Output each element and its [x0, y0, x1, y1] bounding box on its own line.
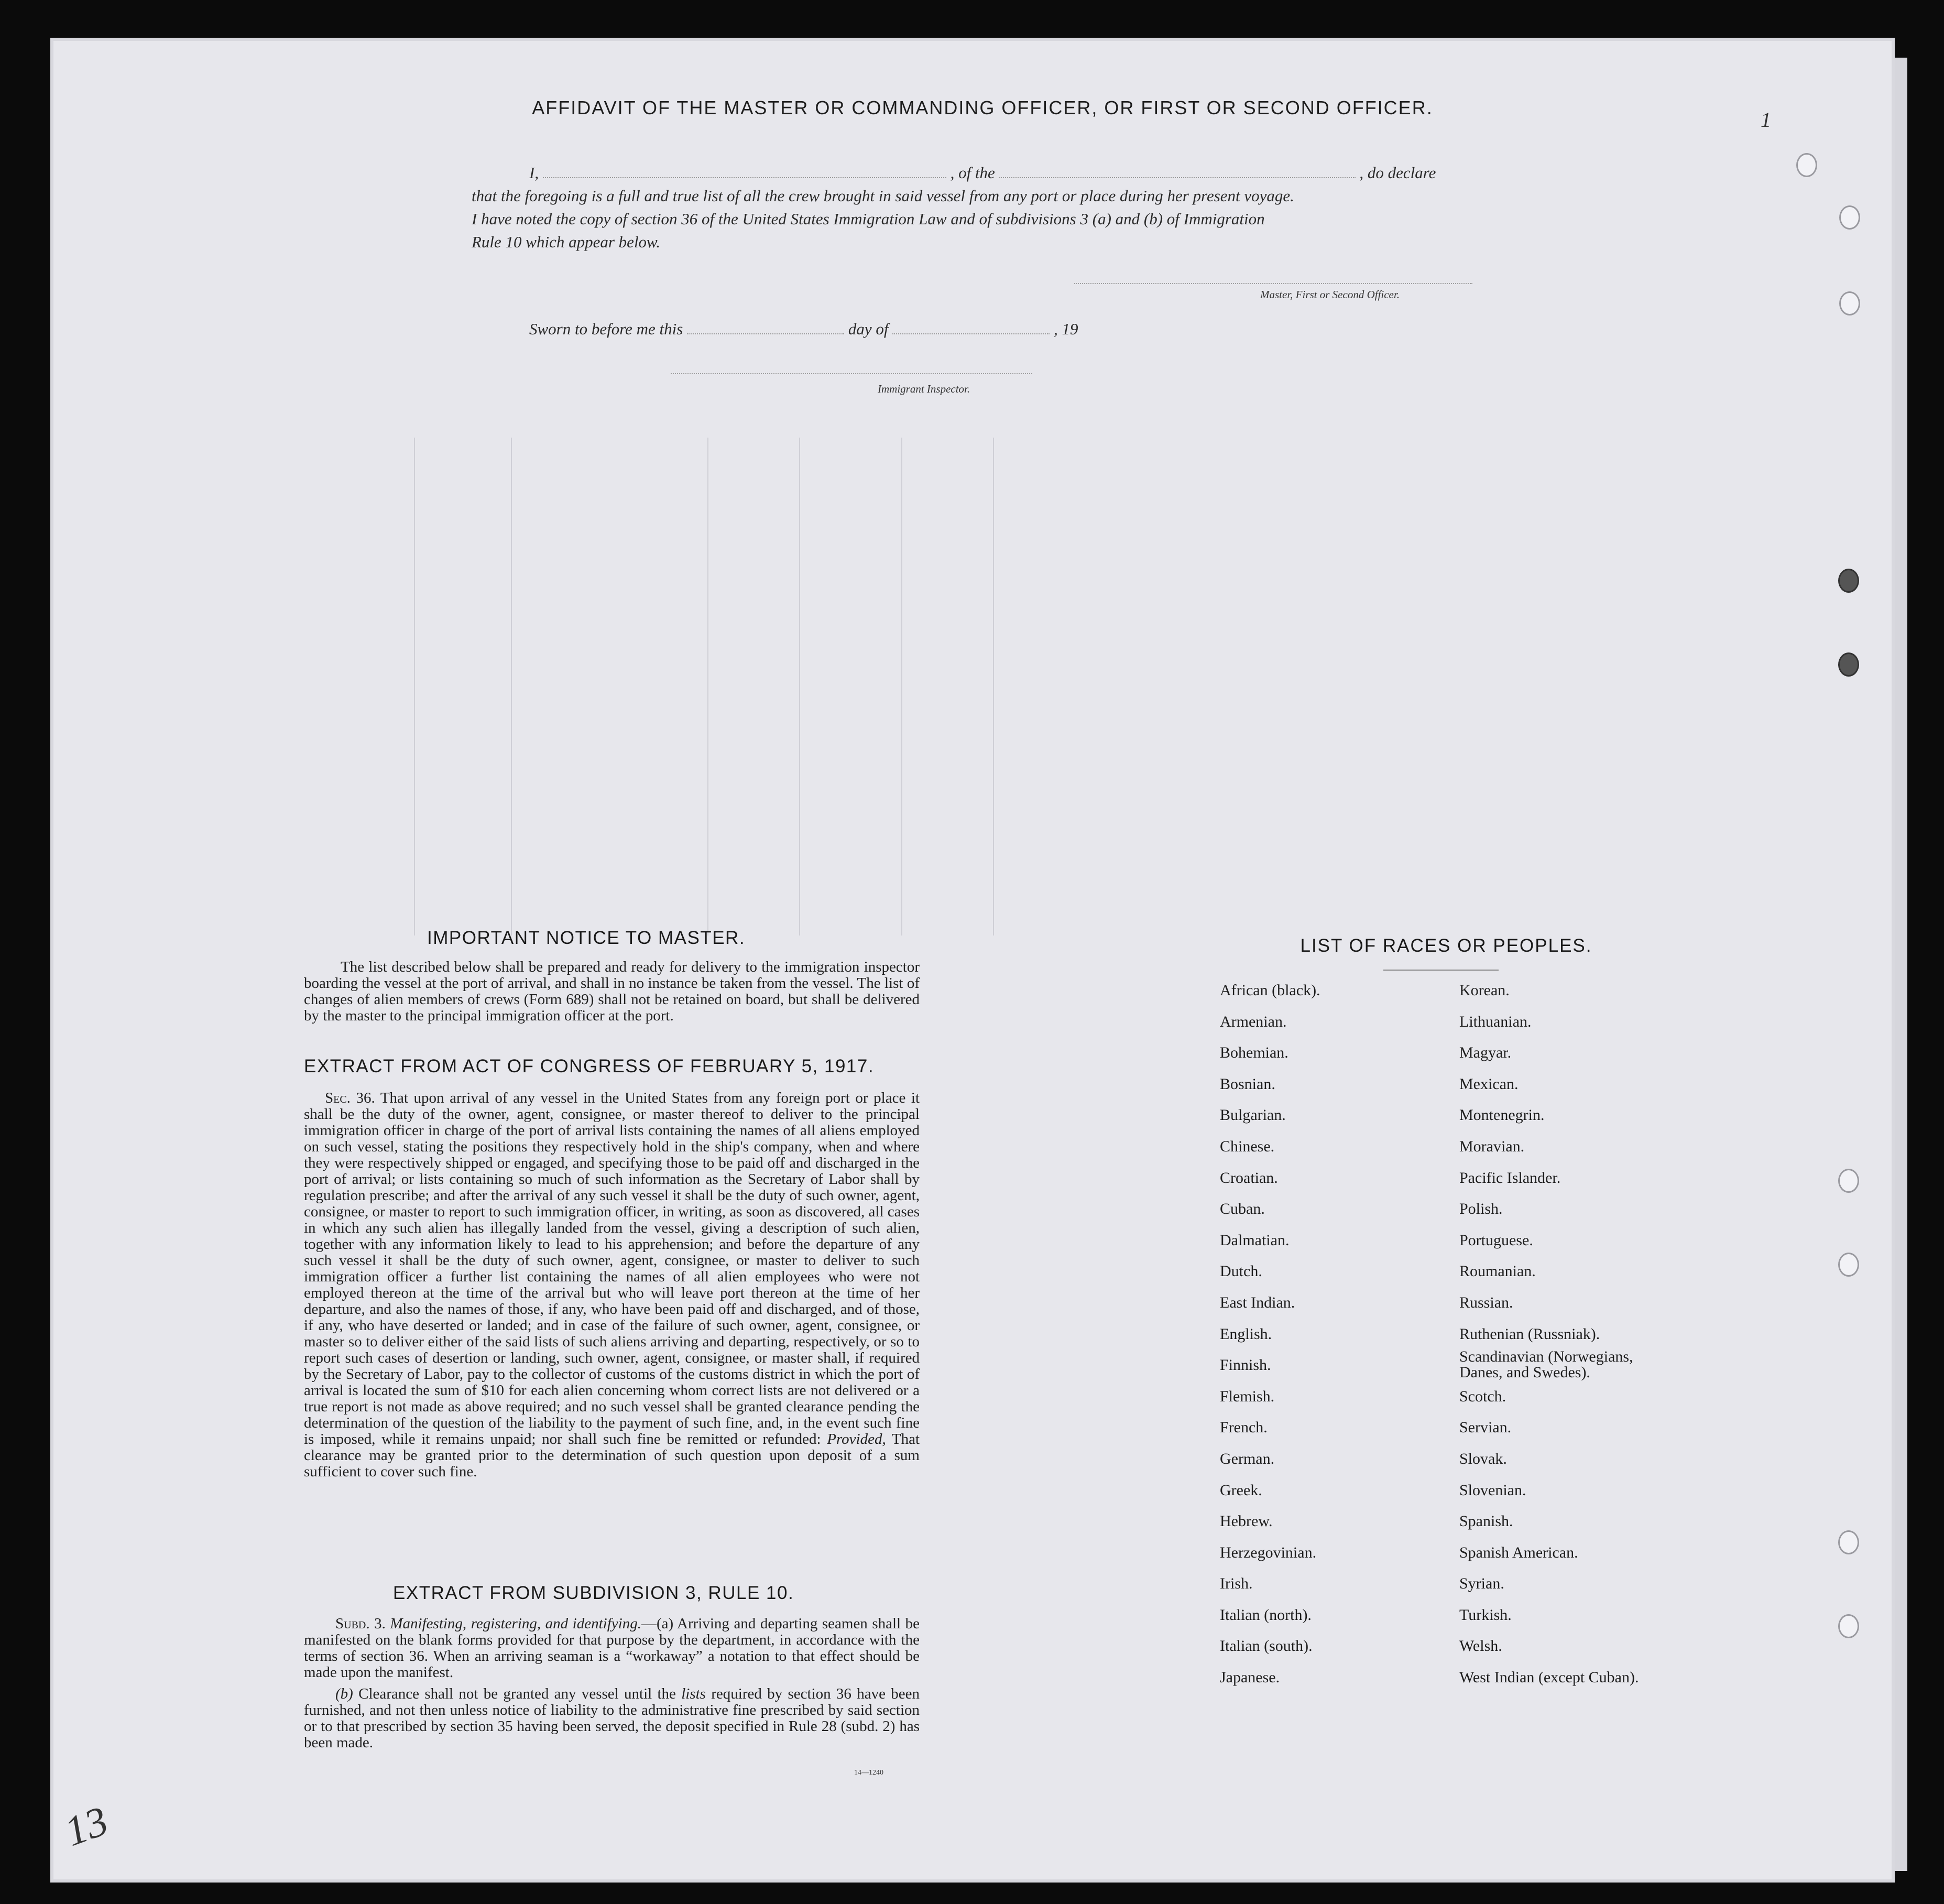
- sworn-prefix: Sworn to before me this: [529, 320, 683, 338]
- race-item: Scandinavian (Norwegians, Danes, and Swedes).: [1459, 1348, 1633, 1381]
- affidavit-line-3: I have noted the copy of section 36 of the United States Immigration Law and of subdivisions 3 (a) and (b) of Immigration: [472, 210, 1265, 228]
- race-item: Finnish.: [1220, 1356, 1271, 1374]
- page-mark: 1: [1761, 108, 1771, 132]
- race-item: Irish.: [1220, 1575, 1253, 1593]
- subd-title: Manifesting, registering, and identifying.: [390, 1615, 641, 1632]
- race-item: Croatian.: [1220, 1169, 1278, 1187]
- affidavit-line-4: Rule 10 which appear below.: [472, 233, 661, 251]
- notice-heading: IMPORTANT NOTICE TO MASTER.: [427, 928, 746, 948]
- inspector-signature-line[interactable]: [671, 373, 1032, 374]
- binder-hole: [1838, 1530, 1859, 1554]
- sworn-line: [529, 320, 1078, 339]
- race-item: Welsh.: [1459, 1637, 1502, 1655]
- race-item: Spanish.: [1459, 1513, 1513, 1530]
- rule-extract-heading: EXTRACT FROM SUBDIVISION 3, RULE 10.: [393, 1583, 794, 1603]
- race-item: Chinese.: [1220, 1137, 1275, 1155]
- race-item: Syrian.: [1459, 1575, 1504, 1593]
- race-item: Montenegrin.: [1459, 1106, 1545, 1124]
- race-item: Scotch.: [1459, 1387, 1506, 1405]
- column-rule: [993, 438, 994, 935]
- name-blank[interactable]: [543, 166, 946, 178]
- race-item: Korean.: [1459, 982, 1510, 999]
- rule-extract-a: [304, 1616, 920, 1681]
- binder-hole: [1838, 1253, 1859, 1277]
- race-item: African (black).: [1220, 982, 1320, 999]
- race-item: Armenian.: [1220, 1013, 1287, 1030]
- vessel-blank[interactable]: [999, 166, 1356, 178]
- races-left-column: [1220, 982, 1320, 1700]
- race-item: Pacific Islander.: [1459, 1169, 1561, 1187]
- act-extract-text: [304, 1090, 920, 1480]
- act-text-b: That clearance may be granted prior to the determination of such question upon deposit of a sum sufficient to cover such fine.: [304, 1431, 920, 1480]
- race-item: German.: [1220, 1450, 1275, 1467]
- affidavit-declaration-line: [529, 164, 1436, 182]
- race-item: East Indian.: [1220, 1293, 1295, 1311]
- race-item: Bosnian.: [1220, 1075, 1275, 1093]
- race-item: Servian.: [1459, 1419, 1512, 1437]
- provided-word: Provided,: [827, 1431, 886, 1448]
- affidavit-line-2: that the foregoing is a full and true list of all the crew brought in said vessel from any port or place during her present voyage.: [472, 187, 1294, 205]
- race-item: Greek.: [1220, 1481, 1262, 1499]
- race-item: Japanese.: [1220, 1669, 1280, 1687]
- sworn-month-blank[interactable]: [892, 322, 1050, 334]
- race-item: Magyar.: [1459, 1044, 1512, 1062]
- binder-hole: [1838, 652, 1859, 677]
- subd-b-text-1: Clearance shall not be granted any vessel until the: [358, 1685, 676, 1702]
- race-item: Roumanian.: [1459, 1263, 1536, 1280]
- race-item: Italian (north).: [1220, 1606, 1312, 1624]
- master-signature-line[interactable]: [1074, 283, 1472, 284]
- sworn-day-blank[interactable]: [687, 322, 844, 334]
- race-item: Russian.: [1459, 1293, 1513, 1311]
- subd-a-text: —(a) Arriving and departing seamen shall be manifested on the blank forms provided for that purpose by the department, in accordance with the terms of section 36. When an arriving seaman is a “workaway” a notation to that effect should be made upon the manifest.: [304, 1615, 920, 1681]
- race-item: Hebrew.: [1220, 1513, 1273, 1530]
- master-signature-label: Master, First or Second Officer.: [1260, 288, 1400, 301]
- binder-hole: [1838, 1614, 1859, 1638]
- rule-extract-b: [304, 1686, 920, 1751]
- subd-b-label: (b): [335, 1685, 353, 1702]
- inspector-label: Immigrant Inspector.: [878, 383, 970, 395]
- race-item: Slovak.: [1459, 1450, 1507, 1467]
- affidavit-i-label: I,: [529, 164, 539, 182]
- binder-hole: [1839, 291, 1860, 315]
- race-item: Slovenian.: [1459, 1481, 1526, 1499]
- column-rule: [707, 438, 708, 935]
- race-item: Herzegovinian.: [1220, 1543, 1317, 1561]
- binder-hole: [1796, 153, 1817, 177]
- page-number-handwritten: 13: [59, 1798, 114, 1856]
- binder-hole: [1839, 205, 1860, 230]
- affidavit-of-the-label: , of the: [950, 164, 995, 182]
- race-item: Cuban.: [1220, 1200, 1265, 1218]
- race-item: Italian (south).: [1220, 1637, 1313, 1655]
- binder-hole: [1838, 1169, 1859, 1193]
- binder-hole: [1838, 569, 1859, 593]
- subd-b-text-2: required by section 36 have been furnished, and not then unless notice of liability to the administrative fine prescribed by said section or to that prescribed by section 35 having been served, the deposit specified in Rule 28 (subd. 2) has been made.: [304, 1685, 920, 1751]
- column-rule: [511, 438, 512, 935]
- race-item: Flemish.: [1220, 1387, 1275, 1405]
- race-item: Dutch.: [1220, 1263, 1262, 1280]
- column-rule: [414, 438, 415, 935]
- column-rule: [901, 438, 902, 935]
- race-item: Polish.: [1459, 1200, 1503, 1218]
- race-item: Lithuanian.: [1459, 1013, 1532, 1030]
- race-item: Turkish.: [1459, 1606, 1512, 1624]
- notice-text: The list described below shall be prepared and ready for delivery to the immigration inspector boarding the vessel at the port of arrival, and shall in no instance be taken from the vessel. The list of changes of alien members of crews (Form 689) shall not be retained on board, but shall be delivered by the master to the principal immigration officer at the port.: [304, 959, 920, 1024]
- race-item: Bohemian.: [1220, 1044, 1288, 1062]
- race-item: Spanish American.: [1459, 1543, 1578, 1561]
- column-rule: [799, 438, 800, 935]
- sec-label: Sec. 36.: [325, 1090, 375, 1106]
- sworn-year: , 19: [1053, 320, 1078, 338]
- affidavit-title: AFFIDAVIT OF THE MASTER OR COMMANDING OFFICER, OR FIRST OR SECOND OFFICER.: [532, 97, 1433, 118]
- act-text-a: That upon arrival of any vessel in the United States from any foreign port or place it shall be the duty of the owner, agent, consignee, or master thereof to deliver to the principal immigration officer in charge of the port of arrival lists containing the names of all aliens employed on such vessel, stating the positions they respectively hold in the ship's company, when and where they were respectively shipped or engaged, and specifying those to be paid off and discharged in the port of arrival; or lists containing so much of such information as the Secretary of Labor shall by regulation prescribe; and after the arrival of any such vessel it shall be the duty of such owner, agent, consignee, or master to report to such immigration officer, in writing, as soon as discovered, all cases in which any such alien has illegally landed from the vessel, giving a description of such alien, together with any information likely to lead to his apprehension; and before the departure of any such vessel it shall be the duty of such owner, agent, consignee, or master to deliver to such immigration officer a further list containing the names of all alien employees who were not employed thereon at the time of the arrival but who will leave port thereon at the time of her departure, and also the names of those, if any, who have been paid off and discharged, and of those, if any, who have deserted or landed; and in case of the failure of such owner, agent, consignee, or master so to deliver either of the said lists of such aliens arriving and departing, respectively, or so to report such cases of desertion or landing, such owner, agent, consignee, or master shall, if required by the Secretary of Labor, pay to the collector of customs of the customs district in which the port of arrival is located the sum of $10 for each alien concerning whom correct lists are not delivered or a true report is not made as above required; and no such vessel shall be granted clearance pending the determination of the question of the liability to the payment of such fine, and, in the event such fine is imposed, while it remains unpaid; nor shall such fine be remitted or refunded:: [304, 1090, 920, 1448]
- race-item: English.: [1220, 1325, 1272, 1343]
- race-item: West Indian (except Cuban).: [1459, 1669, 1639, 1687]
- affidavit-declare-label: , do declare: [1359, 164, 1436, 182]
- races-right-column: [1459, 982, 1679, 1700]
- act-extract-heading: EXTRACT FROM ACT OF CONGRESS OF FEBRUARY 5, 1917.: [304, 1056, 875, 1076]
- subd-b-lists: lists: [681, 1685, 706, 1702]
- races-title: LIST OF RACES OR PEOPLES.: [1300, 935, 1592, 956]
- races-title-rule: [1383, 970, 1499, 971]
- race-item: Ruthenian (Russniak).: [1459, 1325, 1600, 1343]
- sworn-day-of: day of: [848, 320, 889, 338]
- race-item: Portuguese.: [1459, 1231, 1533, 1249]
- race-item: Moravian.: [1459, 1137, 1525, 1155]
- race-item: Bulgarian.: [1220, 1106, 1286, 1124]
- race-item: Dalmatian.: [1220, 1231, 1290, 1249]
- race-item: French.: [1220, 1419, 1268, 1437]
- race-item: Mexican.: [1459, 1075, 1519, 1093]
- subd-label: Subd. 3.: [335, 1615, 386, 1632]
- form-code: 14—1240: [854, 1769, 883, 1777]
